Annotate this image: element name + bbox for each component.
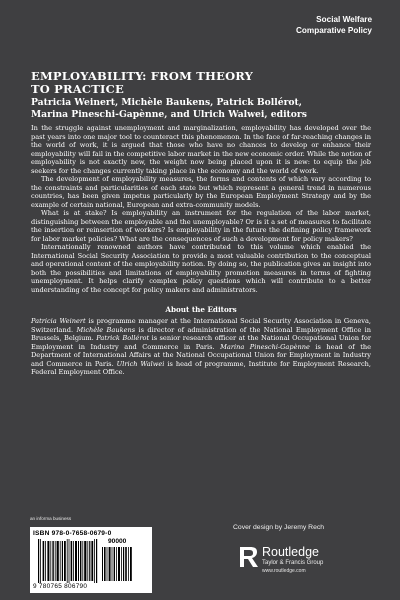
blurb (31, 124, 371, 294)
series-line-1: Social Welfare (316, 15, 372, 24)
editor-bio: is director of administration of the National Employment Office in Brussels, Belgium. (31, 325, 371, 342)
blurb-paragraph-2: The development of employability measures, the forms and contents of which vary according to the constraints and particularities of each state but which represent a general trend in numerous countries, has been given impetus particularly by the European Employment Strategy and by the example of certain national, European and extra-community models. (31, 175, 371, 209)
blurb-paragraph-1: In the struggle against unemployment and marginalization, employability has developed over the past years into one major tool to counteract this phenomenon. In the face of far-reaching changes in the world of work, it is argued that those who have no chances to develop or enhance their employability will fail in the competitive labor market in the new economic order. While the notion of employability is not exactly new, the weight now being placed upon it is new: to equip the job seekers for the changes currently taking place in the economy and the world of work. (31, 124, 371, 175)
publisher-group: Taylor & Francis Group (262, 560, 324, 566)
cover-design-credit: Cover design by Jeremy Rech (233, 524, 325, 531)
publisher-url: www.routledge.com (262, 568, 306, 574)
editor-name: Ulrich Walwei (116, 359, 165, 368)
informa-label: an informa business (30, 516, 72, 521)
barcode-number: 9 780765 806790 (33, 583, 88, 590)
barcode-box (30, 527, 152, 593)
editor-name: Marina Pineschi-Gapènne (220, 342, 310, 351)
publisher-name: Routledge (262, 545, 319, 559)
about-editors-text (31, 317, 371, 377)
editor-bio: is senior research officer at the National Occupational Union for Employment in Industry and Commerce in Paris. (31, 334, 371, 351)
series-label (296, 14, 372, 36)
editor-bio: is head of the Department of International Affairs at the National Occupational Union for Employment in Industry and Commerce in Paris. (31, 342, 372, 368)
title-line-1: EMPLOYABILITY: FROM THEORY (31, 69, 254, 83)
series-line-2: Comparative Policy (296, 26, 372, 35)
book-title (31, 70, 371, 96)
editors-line-2: Marina Pineschi-Gapènne, and Ulrich Walwei, editors (31, 109, 307, 120)
routledge-logo-icon (236, 544, 262, 570)
price-code: 90000 (108, 538, 127, 545)
about-editors-heading: About the Editors (165, 305, 237, 314)
editor-name: Michèle Baukens (76, 325, 136, 334)
title-line-2: TO PRACTICE (31, 82, 124, 96)
editor-name: Patrick Bollérot (96, 334, 150, 342)
editor-bio: is head of programme, Institute for Employment Research, Federal Employment Office. (31, 359, 371, 376)
editors-line-1: Patricia Weinert, Michèle Baukens, Patrick Bollérot, (31, 97, 302, 108)
editors (31, 97, 371, 121)
blurb-paragraph-3: What is at stake? Is employability an instrument for the regulation of the labor market, distinguishing between the employable and the unemployable? Or is it a set of measures to facilitate the insertion or reinsertion of workers? Is employability in the future the defining policy framework for labor market policies? What are the consequences of such a development for policy makers? (31, 209, 371, 243)
blurb-paragraph-4: Internationally renowned authors have contributed to this volume which enabled the International Social Security Association to provide a most valuable contribution to the conceptual and operational content of the employability notion. By doing so, the publication gives an insight into both the possibilities and limitations of employability promotion measures in terms of fighting unemployment. It helps clarify complex policy questions which will contribute to a better understanding of the concept for policy makers and administrators. (31, 243, 371, 294)
isbn: ISBN 978-0-7658-0679-0 (33, 530, 112, 537)
editor-bio: is programme manager at the International Social Security Association in Geneva, Switzerland. (31, 317, 371, 334)
back-cover-content (31, 70, 371, 377)
editor-name: Patricia Weinert (31, 317, 86, 325)
